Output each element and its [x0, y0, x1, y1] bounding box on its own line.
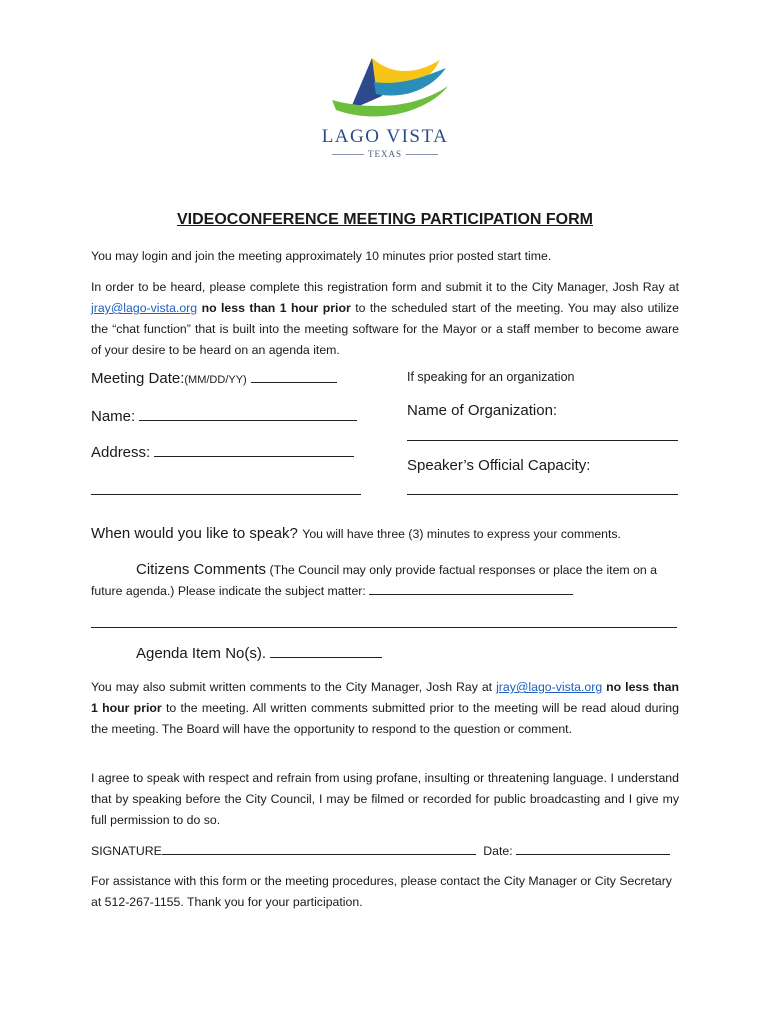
signature-row [91, 842, 670, 858]
page-title: VIDEOCONFERENCE MEETING PARTICIPATION FORM [176, 211, 593, 228]
meeting-date-input[interactable] [251, 370, 337, 383]
meeting-date-field [91, 370, 337, 387]
org-name-input[interactable] [407, 440, 678, 441]
instructions-text-c: to the scheduled start of the meeting. You may also utilize the “chat function” that is built into the meeting software for the Mayor or a staff member to become aware of your desire to be heard on an agenda item. [91, 301, 680, 357]
signature-label: SIGNATURE [91, 844, 162, 858]
agenda-label: Agenda Item No(s). [136, 645, 267, 662]
intro-text: You may login and join the meeting approximately 10 minutes prior posted start time. [91, 249, 552, 263]
logo-subtitle: TEXAS [310, 149, 460, 159]
email-link-2[interactable]: jray@lago-vista.org [496, 680, 603, 694]
citizens-label: Citizens Comments [136, 561, 267, 578]
signature-date-input[interactable] [516, 842, 670, 855]
address-field [91, 444, 354, 461]
sail-logo-icon [310, 38, 460, 128]
email-link[interactable]: jray@lago-vista.org [91, 301, 198, 315]
agreement-paragraph: I agree to speak with respect and refrain from using profane, insulting or threatening language. I understand that by speaking before the City Council, I may be filmed or recorded for public broadcasting and I give my full permission to do so. [91, 771, 679, 827]
address-input-line-2[interactable] [91, 494, 361, 495]
address-input[interactable] [154, 444, 354, 457]
instructions-text-a: In order to be heard, please complete this registration form and submit it to the City Manager, Josh Ray at [91, 280, 679, 294]
when-to-speak [91, 525, 621, 543]
meeting-date-label: Meeting Date: [91, 370, 185, 387]
when-note: You will have three (3) minutes to express your comments. [302, 527, 621, 541]
capacity-input[interactable] [407, 494, 678, 495]
name-input[interactable] [139, 408, 357, 421]
citizens-comments [91, 559, 679, 602]
written-text-a: You may also submit written comments to the City Manager, Josh Ray at [91, 680, 493, 694]
when-question: When would you like to speak? [91, 525, 298, 542]
capacity-label: Speaker’s Official Capacity: [407, 457, 591, 474]
deadline-text-2: no less than 1 hour prior [91, 680, 680, 715]
subject-matter-input[interactable] [369, 582, 573, 595]
lago-vista-logo [310, 38, 460, 168]
address-label: Address: [91, 444, 151, 461]
meeting-date-format: (MM/DD/YY) [184, 374, 247, 386]
signature-input[interactable] [162, 842, 476, 855]
subject-matter-input-line-2[interactable] [91, 627, 677, 628]
written-text-c: to the meeting. All written comments submitted prior to the meeting will be read aloud during the meeting. The Board will have the opportunity to respond to the question or comment. [91, 701, 679, 736]
agenda-item-field [136, 645, 382, 662]
citizens-note: (The Council may only provide factual responses or place the item on a future agenda.) Please indicate the subject matter: [91, 563, 658, 598]
assistance-text: For assistance with this form or the meeting procedures, please contact the City Manager or City Secretary at 512-267-1155. Thank you for your participation. [91, 874, 672, 909]
agenda-item-input[interactable] [270, 645, 382, 658]
logo-name: LAGO VISTA [321, 126, 449, 147]
deadline-text: no less than 1 hour prior [201, 301, 351, 315]
written-comments-paragraph [91, 677, 679, 740]
org-name-label: Name of Organization: [407, 402, 558, 419]
name-label: Name: [91, 408, 136, 425]
date-label: Date: [483, 844, 513, 858]
instructions-paragraph [91, 277, 679, 361]
name-field [91, 408, 357, 425]
org-heading: If speaking for an organization [407, 370, 575, 384]
